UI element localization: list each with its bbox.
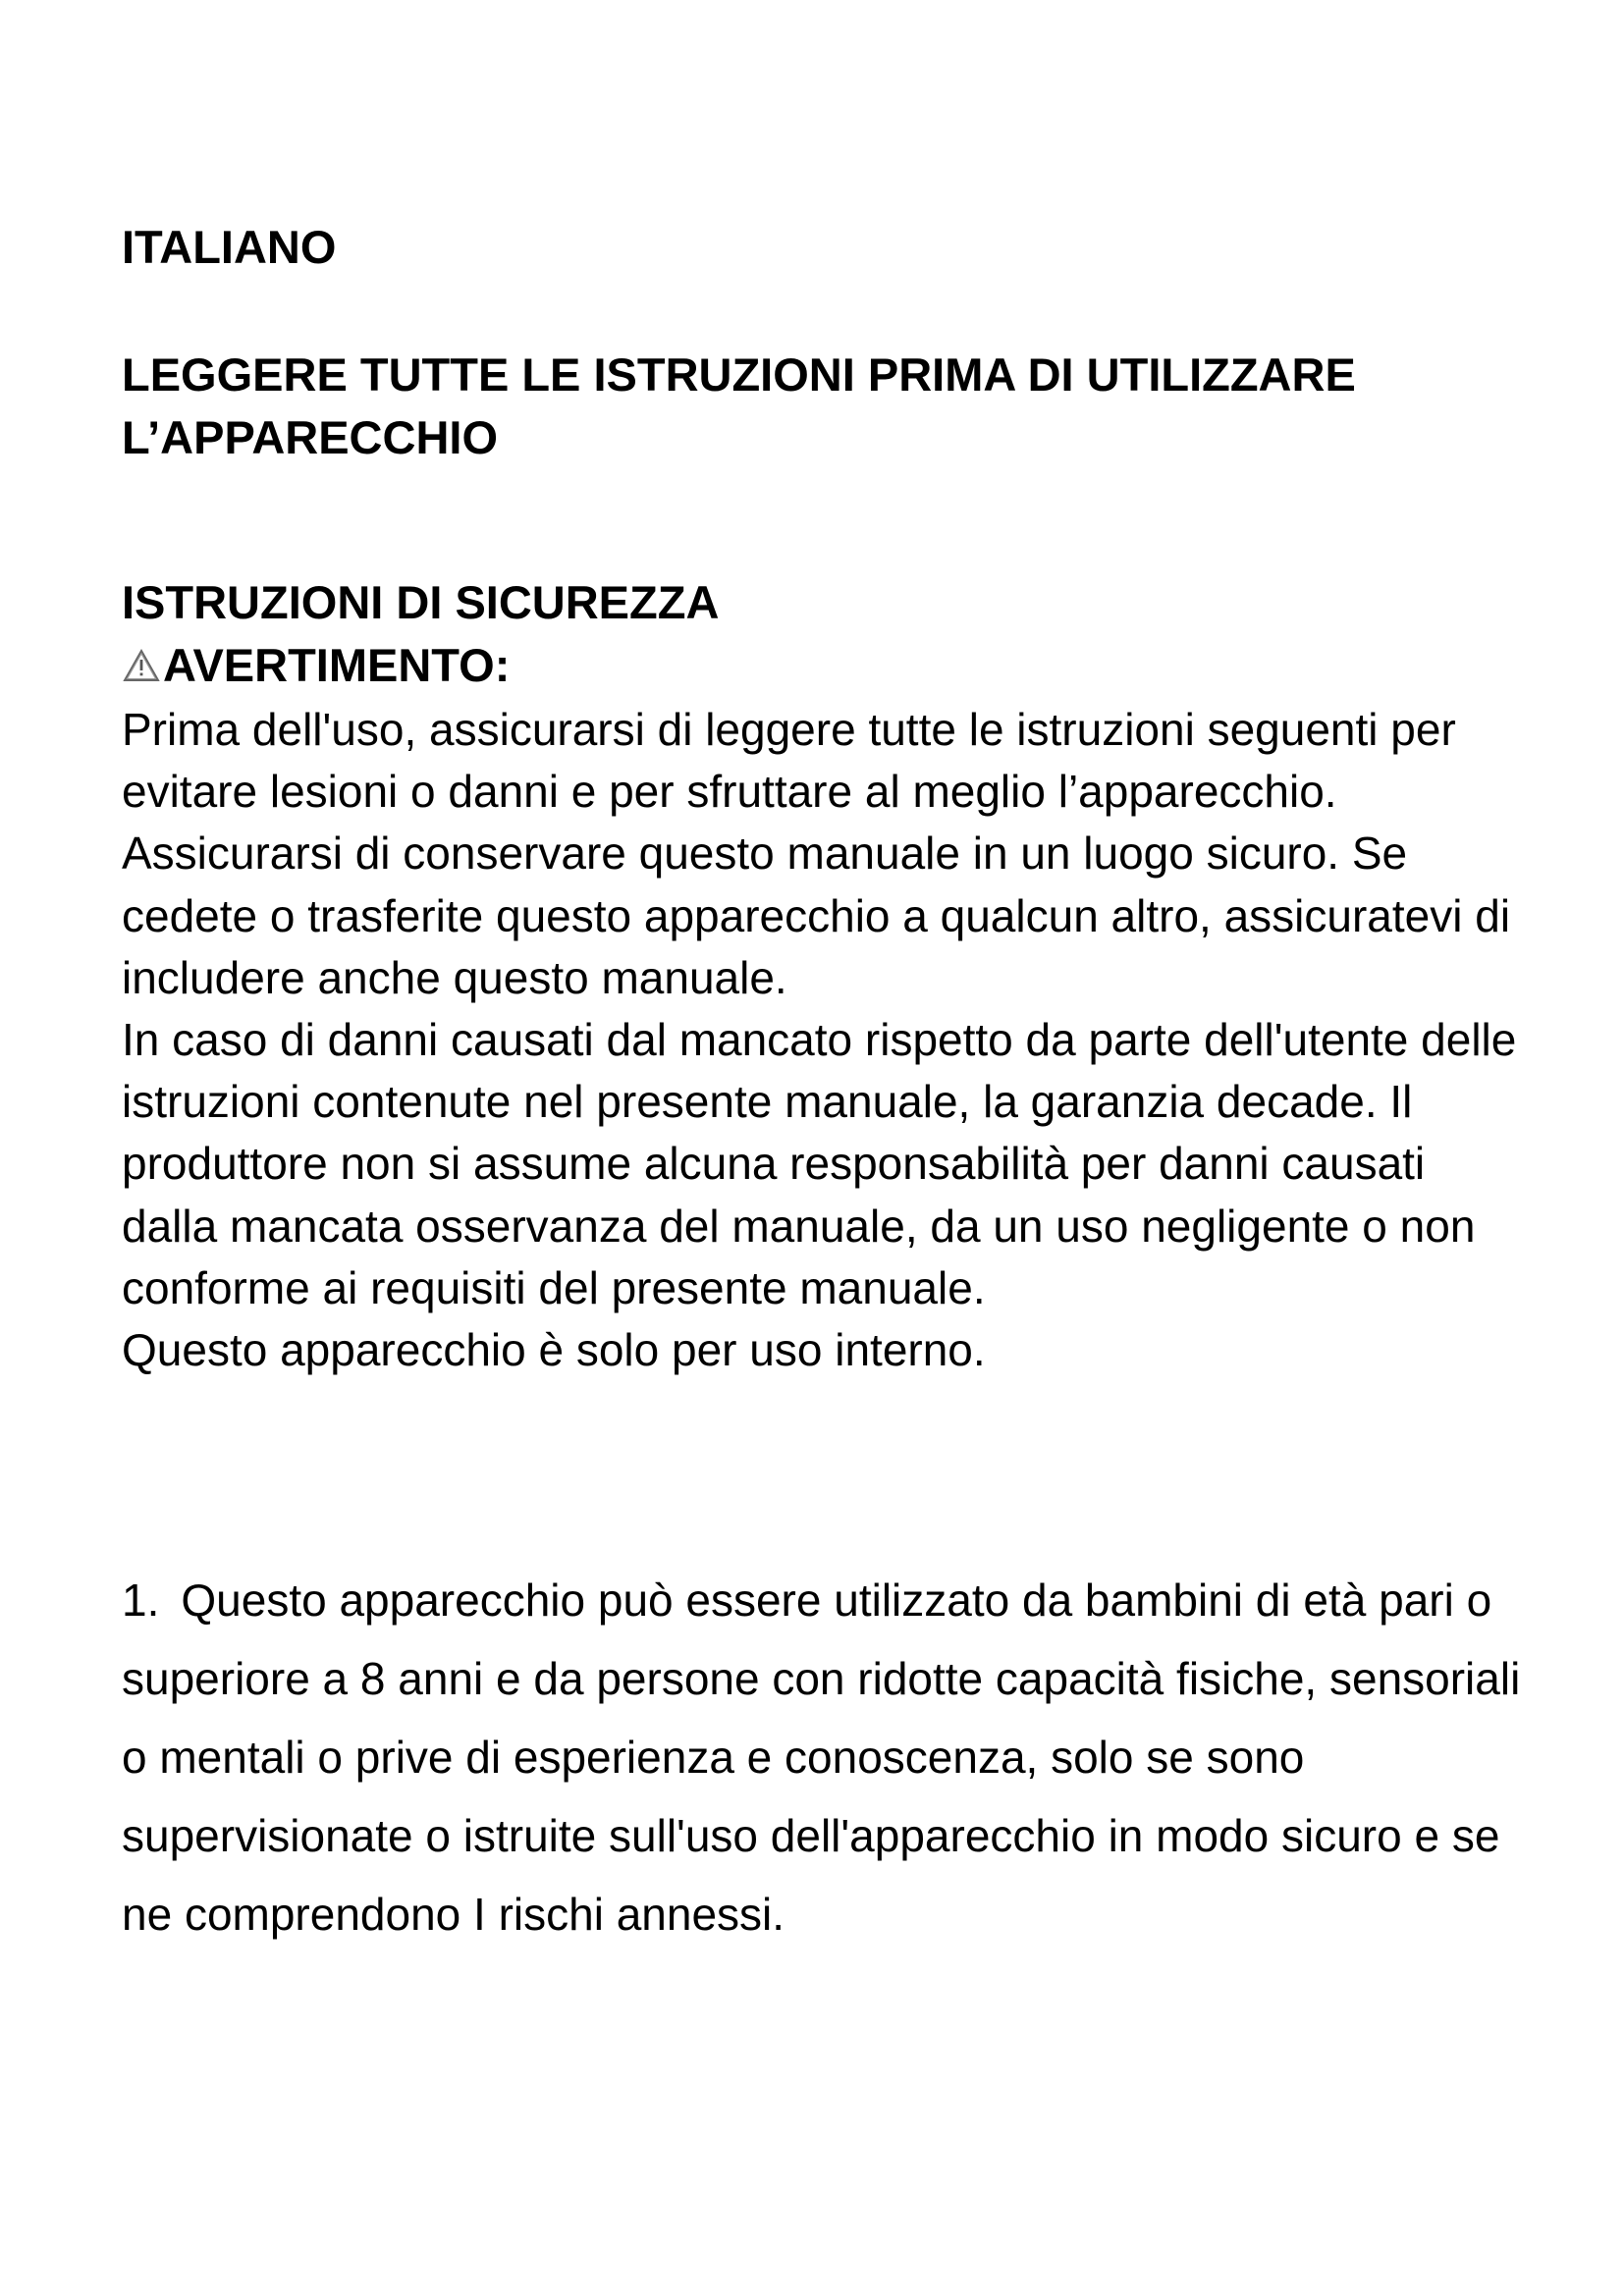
paragraph-indoor-use: Questo apparecchio è solo per uso interno. — [122, 1324, 986, 1376]
numbered-list-item — [122, 1561, 1526, 1953]
language-heading: ITALIANO — [122, 221, 337, 273]
list-item-number: 1. — [122, 1575, 160, 1626]
paragraph-before-use: Prima dell'uso, assicurarsi di leggere tutte le istruzioni seguenti per evitare lesioni o danni e per sfruttare al meglio l’apparecchio. Assicurarsi di conservare questo manuale in un luogo sicuro. Se cedete o trasferite questo apparecchio a qualcun altro, assicuratevi di includere anche questo manuale. — [122, 704, 1511, 1003]
safety-instructions-heading: ISTRUZIONI DI SICUREZZA — [122, 576, 720, 628]
warning-label: AVERTIMENTO: — [163, 639, 511, 691]
list-item-text: Questo apparecchio può essere utilizzato da bambini di età pari o superiore a 8 anni e da persone con ridotte capacità fisiche, sensoriali o mentali o prive di esperienza e conoscenza, solo se sono supervisionate o istruite sull'uso dell'apparecchio in modo sicuro e se ne comprendono I rischi annessi. — [122, 1575, 1521, 1940]
paragraph-warranty: In caso di danni causati dal mancato rispetto da parte dell'utente delle istruzioni contenute nel presente manuale, la garanzia decade. Il produttore non si assume alcuna responsabilità per danni causati dalla mancata osservanza del manuale, da un uso negligente o non conforme ai requisiti del presente manuale. — [122, 1014, 1517, 1313]
safety-body-text — [122, 699, 1526, 1381]
warning-triangle-icon — [122, 648, 161, 683]
read-instructions-heading: LEGGERE TUTTE LE ISTRUZIONI PRIMA DI UTILIZZARE L’APPARECCHIO — [122, 348, 1356, 463]
warning-label-line — [122, 634, 510, 697]
